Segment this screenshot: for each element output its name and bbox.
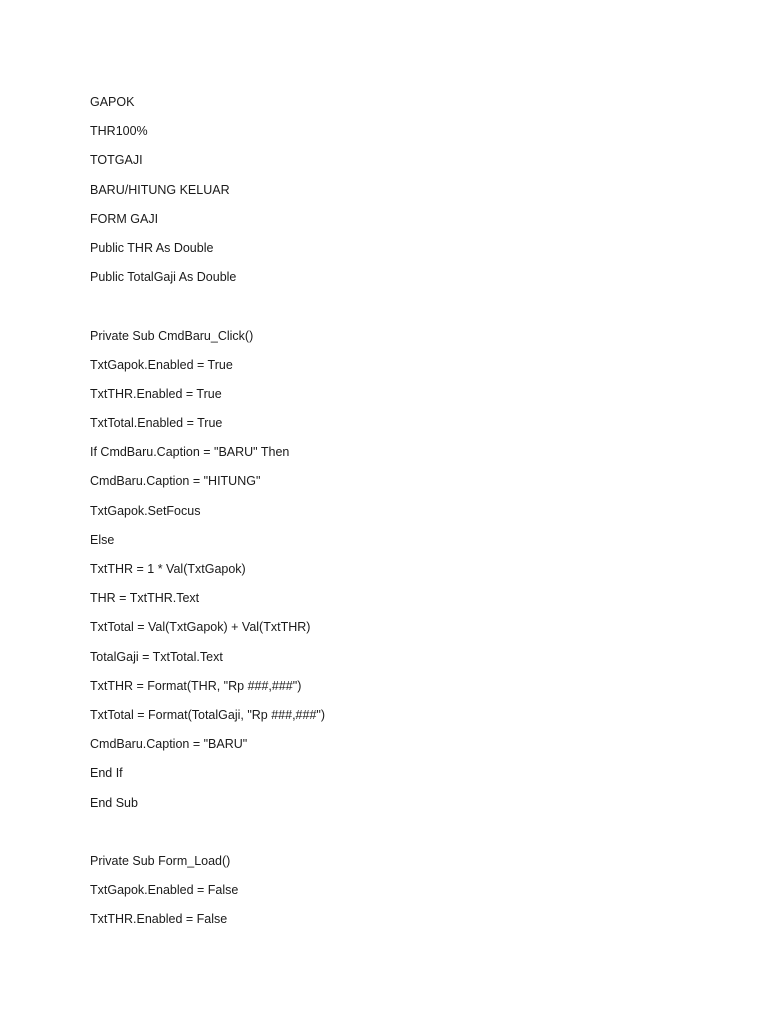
text-line: GAPOK	[90, 95, 135, 109]
text-line: Private Sub CmdBaru_Click()	[90, 328, 254, 343]
text-line: CmdBaru.Caption = "HITUNG"	[90, 474, 261, 489]
text-line: TxtTHR = 1 * Val(TxtGapok)	[90, 562, 246, 576]
text-line: TxtTotal = Val(TxtGapok) + Val(TxtTHR)	[90, 620, 311, 635]
text-line: FORM GAJI	[90, 211, 159, 226]
text-line: TxtTotal.Enabled = True	[90, 416, 223, 431]
text-line: TxtTHR.Enabled = True	[90, 386, 222, 401]
document-body	[90, 93, 710, 939]
text-line: THR100%	[90, 124, 148, 139]
blank-line	[90, 297, 710, 326]
text-line: TxtTHR = Format(THR, "Rp ###,###")	[90, 678, 302, 693]
text-line: THR = TxtTHR.Text	[90, 591, 200, 606]
text-line: TxtGapok.SetFocus	[90, 503, 201, 518]
text-line: Public TotalGaji As Double	[90, 270, 237, 285]
text-line: CmdBaru.Caption = "BARU"	[90, 737, 248, 752]
text-line: TxtGapok.Enabled = True	[90, 357, 233, 372]
text-line: End If	[90, 766, 123, 781]
text-line: Private Sub Form_Load()	[90, 853, 231, 868]
text-line: TOTGAJI	[90, 153, 143, 168]
text-line: End Sub	[90, 795, 138, 810]
text-line: TxtTotal = Format(TotalGaji, "Rp ###,###")	[90, 707, 326, 722]
text-line: Else	[90, 532, 115, 547]
text-line: TxtGapok.Enabled = False	[90, 883, 239, 898]
text-line: BARU/HITUNG KELUAR	[90, 182, 230, 197]
text-line: Public THR As Double	[90, 240, 214, 255]
text-line: If CmdBaru.Caption = "BARU" Then	[90, 445, 290, 460]
text-line: TotalGaji = TxtTotal.Text	[90, 649, 223, 664]
blank-line	[90, 823, 710, 852]
text-line: TxtTHR.Enabled = False	[90, 912, 228, 927]
